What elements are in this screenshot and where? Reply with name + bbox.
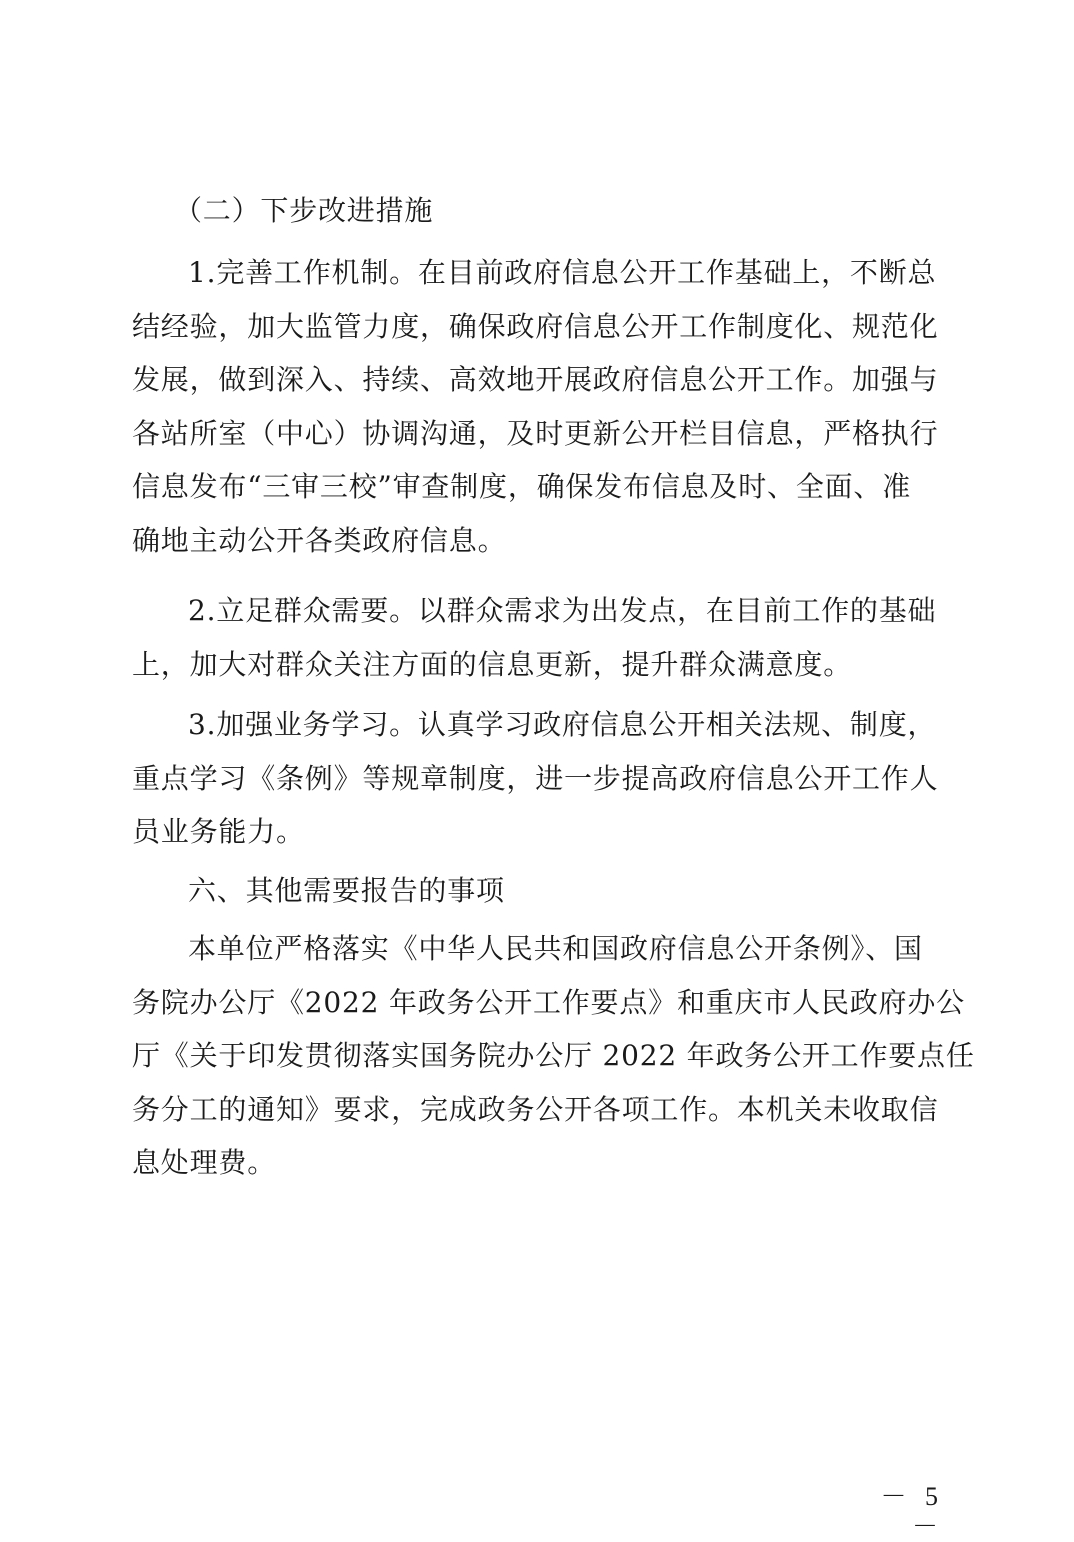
page-number: － 5 － bbox=[880, 1482, 944, 1541]
text-line: 重点学习《条例》等规章制度，进一步提高政府信息公开工作人 bbox=[132, 761, 939, 795]
paragraph-business-learning bbox=[132, 698, 944, 859]
text-line: 1.完善工作机制。在目前政府信息公开工作基础上，不断总 bbox=[188, 256, 937, 289]
text-line: 厅《关于印发贯彻落实国务院办公厅 2022 年政务公开工作要点任 bbox=[132, 1039, 975, 1072]
text-line: 3.加强业务学习。认真学习政府信息公开相关法规、制度， bbox=[188, 708, 937, 741]
text-line: 员业务能力。 bbox=[132, 815, 305, 848]
paragraph-work-mechanism bbox=[132, 246, 944, 567]
text-line: 本单位严格落实《中华人民共和国政府信息公开条例》、国 bbox=[188, 932, 923, 965]
text-line: 上，加大对群众关注方面的信息更新，提升群众满意度。 bbox=[132, 647, 853, 681]
text-line: 信息发布“三审三校”审查制度，确保发布信息及时、全面、准 bbox=[132, 470, 912, 503]
text-line: 各站所室（中心）协调沟通，及时更新公开栏目信息，严格执行 bbox=[132, 416, 939, 450]
text-line: 息处理费。 bbox=[132, 1146, 277, 1179]
paragraph-public-needs bbox=[132, 584, 944, 691]
text-line: 发展，做到深入、持续、高效地开展政府信息公开工作。加强与 bbox=[132, 363, 939, 396]
text-line: 务分工的通知》要求，完成政务公开各项工作。本机关未收取信 bbox=[132, 1092, 939, 1126]
text-line: 确地主动公开各类政府信息。 bbox=[132, 523, 507, 557]
text-line: 结经验，加大监管力度，确保政府信息公开工作制度化、规范化 bbox=[132, 309, 939, 343]
text-line: 2.立足群众需要。以群众需求为出发点，在目前工作的基础 bbox=[188, 594, 937, 627]
paragraph-other-matters bbox=[132, 922, 975, 1190]
section-heading-other-matters: 六、其他需要报告的事项 bbox=[188, 874, 505, 907]
text-line: 务院办公厅《2022 年政务公开工作要点》和重庆市人民政府办公 bbox=[132, 985, 965, 1019]
section-heading-improvement: （二）下步改进措施 bbox=[174, 194, 434, 227]
